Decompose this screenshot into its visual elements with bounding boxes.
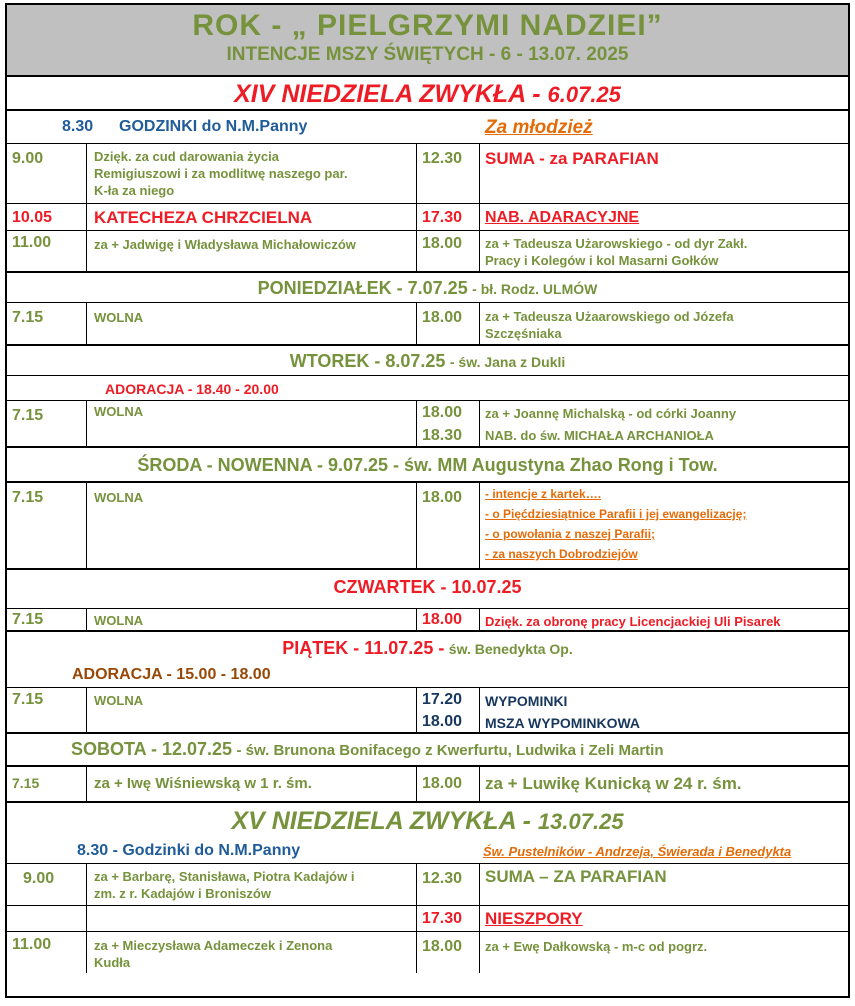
intention: WOLNA — [94, 490, 144, 505]
intention-line: K-ła za niego — [94, 183, 175, 198]
intention-line: Pracy i Kolegów i kol Masarni Gołków — [485, 253, 719, 268]
sunday2-row-2 — [7, 906, 848, 932]
monday-saint: - bł. Rodz. ULMÓW — [472, 281, 598, 297]
sunday2-godzinki-row — [7, 839, 848, 864]
tuesday-row-1 — [7, 400, 848, 448]
friday-adoracja: ADORACJA - 15.00 - 18.00 — [72, 666, 271, 683]
intention: za + Luwikę Kunicką w 24 r. śm. — [485, 774, 742, 793]
sunday1-row-2 — [7, 204, 848, 231]
mass-time: 18.30 — [422, 427, 463, 444]
intention: za + Ewę Dałkowską - m-c od pogrz. — [485, 939, 708, 954]
intention: NIESZPORY — [485, 909, 583, 928]
intention: KATECHEZA CHRZCIELNA — [94, 208, 313, 227]
intention-line: za + Barbarę, Stanisława, Piotra Kadajów i — [94, 869, 355, 884]
intention: za + Iwę Wiśniewską w 1 r. śm. — [94, 775, 312, 792]
schedule-sheet — [5, 3, 850, 998]
intention: za + Joannę Michalską - od córki Joanny — [485, 406, 737, 421]
intention-line: zm. z r. Kadajów i Broniszów — [94, 886, 271, 901]
mass-time: 7.15 — [12, 309, 44, 326]
mass-time: 18.00 — [422, 713, 463, 730]
sunday2-godzinki: 8.30 - Godzinki do N.M.Panny — [77, 842, 301, 859]
mass-time: 17.20 — [422, 691, 463, 708]
friday-adoracja-row — [7, 663, 848, 687]
mass-time: 7.15 — [12, 407, 44, 424]
intention: WYPOMINKI — [485, 693, 568, 709]
mass-time: 7.15 — [12, 489, 44, 506]
intention: SUMA - za PARAFIAN — [485, 149, 659, 168]
mass-time: 18.00 — [422, 235, 463, 252]
friday-row-1 — [7, 687, 848, 734]
mass-time: 18.00 — [422, 489, 463, 506]
mass-time: 12.30 — [422, 150, 463, 167]
intention-line: Dzięk. za cud darowania życia — [94, 149, 279, 164]
intention-line: Szczęśniaka — [485, 326, 562, 341]
mass-time: 18.00 — [422, 938, 463, 955]
intention-line: za + Tadeusza Użarowskiego - od dyr Zakł. — [485, 236, 748, 251]
mass-time: 17.30 — [422, 910, 463, 927]
intention: SUMA – ZA PARAFIAN — [485, 867, 667, 886]
mass-time: 18.00 — [422, 309, 463, 326]
mass-time: 7.15 — [12, 691, 44, 708]
sunday2-row-3 — [7, 932, 848, 973]
mass-time: 17.30 — [422, 209, 463, 226]
saturday-row-1 — [7, 766, 848, 803]
friday-title: PIĄTEK - 11.07.25 - — [282, 638, 445, 658]
friday-saint: św. Benedykta Op. — [448, 641, 573, 657]
mass-time: 11.00 — [12, 936, 52, 953]
sunday1-title-row — [7, 77, 848, 111]
tuesday-adoracja: ADORACJA - 18.40 - 20.00 — [105, 381, 279, 397]
sunday1-row-1 — [7, 144, 848, 204]
sunday1-godzinki: GODZINKI do N.M.Panny — [119, 118, 308, 135]
intention-line: - za naszych Dobrodziejów — [485, 547, 638, 561]
intention-line: Remigiuszowi i za modlitwę naszego par. — [94, 166, 348, 181]
intention: WOLNA — [94, 310, 144, 325]
monday-title: PONIEDZIAŁEK - 7.07.25 — [257, 278, 468, 298]
mass-time: 9.00 — [23, 870, 55, 887]
saturday-saint: - św. Brunona Bonifacego z Kwerfurtu, Ludwika i Zeli Martin — [236, 742, 664, 759]
mass-time: 9.00 — [12, 150, 44, 167]
thursday-title: CZWARTEK - 10.07.25 — [333, 577, 522, 597]
sunday1-row-3 — [7, 231, 848, 273]
intention-line: - o Pięćdziesiątnice Parafii i jej ewangelizację; — [485, 507, 747, 521]
wednesday-row-1 — [7, 482, 848, 570]
intention-line: - intencje z kartek…. — [485, 487, 602, 501]
mass-time: 18.00 — [422, 404, 463, 421]
tuesday-title: WTOREK - 8.07.25 — [289, 351, 446, 371]
mass-time: 12.30 — [422, 870, 463, 887]
saturday-title-row — [7, 734, 848, 766]
sunday2-patron: Św. Pustelników - Andrzeja, Świerada i Benedykta — [483, 844, 792, 859]
monday-row-1 — [7, 303, 848, 346]
wednesday-title-row — [7, 448, 848, 482]
intention: NAB. do św. MICHAŁA ARCHANIOŁA — [485, 428, 714, 443]
intention: MSZA WYPOMINKOWA — [485, 715, 641, 731]
page-subtitle: INTENCJE MSZY ŚWIĘTYCH - 6 - 13.07. 2025 — [226, 44, 629, 65]
intention: NAB. ADARACYJNE — [485, 209, 640, 226]
sunday1-godzinki-time: 8.30 — [62, 118, 94, 135]
mass-time: 10.05 — [12, 209, 53, 226]
tuesday-adoracja-row — [7, 376, 848, 400]
intention: WOLNA — [94, 613, 144, 628]
intention-line: za + Mieczysława Adameczek i Zenona — [94, 938, 333, 953]
intention: WOLNA — [94, 693, 144, 708]
sunday1-patron: Za młodzież — [485, 117, 593, 138]
sunday1-title: XIV NIEDZIELA ZWYKŁA - — [234, 80, 541, 108]
friday-title-row — [7, 632, 848, 663]
intention-line: Kudła — [94, 955, 131, 970]
sunday1-godzinki-row — [7, 111, 848, 144]
monday-title-row — [7, 273, 848, 303]
intention: Dzięk. za obronę pracy Licencjackiej Uli Pisarek — [485, 614, 781, 629]
intention: za + Jadwigę i Władysława Michałowiczów — [94, 237, 356, 252]
page-title: ROK - „ PIELGRZYMI NADZIEI” — [192, 9, 663, 42]
wednesday-title: ŚRODA - NOWENNA - 9.07.25 - św. MM Augustyna Zhao Rong i Tow. — [137, 455, 718, 475]
sunday2-date: 13.07.25 — [537, 809, 624, 834]
intention-line: - o powołania z naszej Parafii; — [485, 527, 656, 541]
sunday2-title: XV NIEDZIELA ZWYKŁA - — [231, 807, 531, 835]
intention-line: za + Tadeusza Użaarowskiego od Józefa — [485, 309, 734, 324]
mass-time: 18.00 — [422, 611, 463, 628]
thursday-title-row — [7, 570, 848, 608]
tuesday-title-row — [7, 346, 848, 376]
sunday2-row-1 — [7, 864, 848, 906]
mass-time: 11.00 — [12, 234, 52, 251]
mass-time: 18.00 — [422, 775, 463, 792]
mass-time: 7.15 — [12, 611, 44, 628]
mass-time: 7.15 — [12, 775, 40, 791]
thursday-row-1 — [7, 608, 848, 632]
sunday2-title-row — [7, 803, 848, 839]
tuesday-saint: - św. Jana z Dukli — [449, 354, 566, 370]
header — [7, 5, 848, 77]
intention: WOLNA — [94, 404, 144, 419]
saturday-title: SOBOTA - 12.07.25 — [71, 739, 233, 759]
sunday1-date: 6.07.25 — [547, 82, 621, 107]
